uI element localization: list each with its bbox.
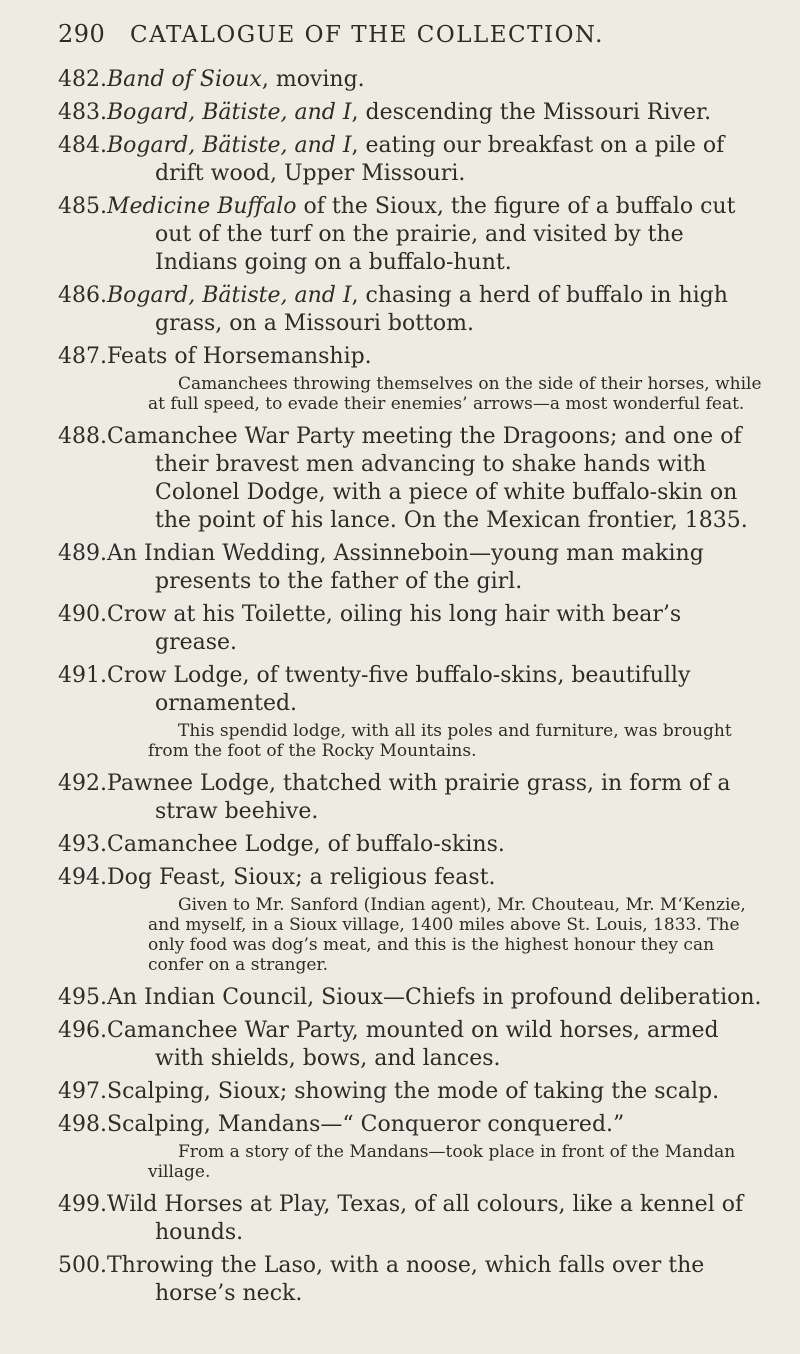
entry-note: Given to Mr. Sanford (Indian agent), Mr. Chouteau, Mr. M‘Kenzie, and myself, in a Sioux village, 1400 miles above St. Louis, 1833. The only food was dog’s meat, and this is the highest honour they can confer on a stranger. bbox=[148, 895, 746, 975]
entry-title bbox=[107, 1252, 770, 1308]
catalogue-entry bbox=[58, 1191, 770, 1247]
entry-title bbox=[107, 193, 770, 277]
catalogue-entry bbox=[58, 1017, 770, 1073]
running-head bbox=[58, 20, 770, 60]
entry-title bbox=[107, 540, 770, 596]
entry-note: Camanchees throwing themselves on the side of their horses, while at full speed, to evade their enemies’ arrows—a most wonderful feat. bbox=[148, 374, 762, 414]
entry-number: 498 . bbox=[58, 1111, 107, 1139]
entry-title-text: , eating our breakfast on a pile of drift wood, Upper Missouri. bbox=[155, 133, 725, 186]
page-number: 290 bbox=[58, 20, 106, 48]
entry-number: 482 . bbox=[58, 66, 107, 94]
entry-number: 494 . bbox=[58, 864, 107, 892]
entry-number: 492 . bbox=[58, 770, 107, 826]
catalogue-entry bbox=[58, 282, 770, 338]
entry-title-text: Crow at his Toilette, oiling his long hair with bear’s grease. bbox=[107, 602, 682, 655]
catalogue-entry bbox=[58, 193, 770, 277]
catalogue-entry bbox=[58, 132, 770, 188]
entry-title-text: Camanchee Lodge, of buffalo-skins. bbox=[107, 832, 505, 857]
entry-italic-title: Bogard, Bätiste, and I bbox=[107, 283, 352, 308]
catalogue-entry bbox=[58, 99, 770, 127]
entry-title-text: Feats of Horsemanship. bbox=[107, 344, 372, 369]
entry-italic-title: Bogard, Bätiste, and I bbox=[107, 133, 352, 158]
catalogue-entry bbox=[58, 662, 770, 718]
entry-title-text: Camanchee War Party, mounted on wild horses, armed with shields, bows, and lances. bbox=[107, 1018, 719, 1071]
entry-title bbox=[107, 601, 770, 657]
running-title: CATALOGUE OF THE COLLECTION. bbox=[130, 22, 604, 48]
entry-title bbox=[107, 864, 770, 892]
entry-number: 485 . bbox=[58, 193, 107, 277]
entry-title bbox=[107, 423, 770, 535]
entry-title bbox=[107, 99, 770, 127]
catalogue-entry bbox=[58, 66, 770, 94]
entry-italic-title: Bogard, Bätiste, and I bbox=[107, 100, 352, 125]
entry-note: This spendid lodge, with all its poles and furniture, was brought from the foot of the Rocky Mountains. bbox=[148, 721, 732, 761]
entry-number: 490 . bbox=[58, 601, 107, 657]
catalogue-entry bbox=[58, 1111, 770, 1139]
entry-number: 496 . bbox=[58, 1017, 107, 1073]
entry-number: 497 . bbox=[58, 1078, 107, 1106]
entry-number: 495 . bbox=[58, 984, 107, 1012]
entry-title bbox=[107, 984, 770, 1012]
entry-title bbox=[107, 132, 770, 188]
entry-title-text: , chasing a herd of buffalo in high grass, on a Missouri bottom. bbox=[155, 283, 728, 336]
entry-title-text: Crow Lodge, of twenty-five buffalo-skins, beautifully ornamented. bbox=[107, 663, 691, 716]
entry-title-text: An Indian Council, Sioux—Chiefs in profound deliberation. bbox=[107, 985, 762, 1010]
entry-title bbox=[107, 1078, 770, 1106]
catalogue-entry bbox=[58, 984, 770, 1012]
entry-title bbox=[107, 662, 770, 718]
entry-title-text: Scalping, Sioux; showing the mode of taking the scalp. bbox=[107, 1079, 720, 1104]
entry-note: From a story of the Mandans—took place in front of the Mandan village. bbox=[148, 1142, 736, 1182]
entry-title bbox=[107, 66, 770, 94]
entry-title-text: Pawnee Lodge, thatched with prairie grass, in form of a straw beehive. bbox=[107, 771, 731, 824]
catalogue-entry bbox=[58, 540, 770, 596]
catalogue-entry bbox=[58, 423, 770, 535]
entry-number: 483 . bbox=[58, 99, 107, 127]
entry-italic-title: Medicine Buffalo bbox=[107, 194, 297, 219]
entry-number: 493 . bbox=[58, 831, 107, 859]
entry-title-text: Dog Feast, Sioux; a religious feast. bbox=[107, 865, 496, 890]
entry-title-text: An Indian Wedding, Assinneboin—young man making presents to the father of the girl. bbox=[107, 541, 704, 594]
entry-italic-title: Band of Sioux bbox=[107, 67, 262, 92]
catalogue-entry bbox=[58, 864, 770, 892]
entry-number: 484 . bbox=[58, 132, 107, 188]
entry-title-text: Scalping, Mandans—“ Conqueror conquered.” bbox=[107, 1112, 625, 1137]
entry-title bbox=[107, 343, 770, 371]
entry-number: 500 . bbox=[58, 1252, 107, 1308]
entry-title-text: , moving. bbox=[261, 67, 365, 92]
catalogue-entry bbox=[58, 1078, 770, 1106]
entry-title-text: Wild Horses at Play, Texas, of all colours, like a kennel of hounds. bbox=[107, 1192, 744, 1245]
entry-list bbox=[58, 66, 770, 1308]
entry-title bbox=[107, 1191, 770, 1247]
entry-title bbox=[107, 770, 770, 826]
entry-number: 487 . bbox=[58, 343, 107, 371]
entry-number: 486 . bbox=[58, 282, 107, 338]
entry-number: 488 . bbox=[58, 423, 107, 535]
entry-title-text: Throwing the Laso, with a noose, which falls over the horse’s neck. bbox=[107, 1253, 705, 1306]
entry-title-text: Camanchee War Party meeting the Dragoons; and one of their bravest men advancing to shake hands with Colonel Dodge, with a piece of white buffalo-skin on the point of his lance. On the Mexican frontier, 1835. bbox=[107, 424, 748, 533]
entry-title-text: of the Sioux, the figure of a buffalo cut out of the turf on the prairie, and visited by the Indians going on a buffalo-hunt. bbox=[155, 194, 736, 275]
catalogue-entry bbox=[58, 601, 770, 657]
entry-number: 491 . bbox=[58, 662, 107, 718]
catalogue-entry bbox=[58, 770, 770, 826]
entry-title bbox=[107, 1111, 770, 1139]
catalogue-entry bbox=[58, 343, 770, 371]
entry-title bbox=[107, 1017, 770, 1073]
entry-title bbox=[107, 282, 770, 338]
entry-title bbox=[107, 831, 770, 859]
catalogue-entry bbox=[58, 831, 770, 859]
entry-title-text: , descending the Missouri River. bbox=[351, 100, 712, 125]
entry-number: 499 . bbox=[58, 1191, 107, 1247]
entry-number: 489 . bbox=[58, 540, 107, 596]
catalogue-entry bbox=[58, 1252, 770, 1308]
